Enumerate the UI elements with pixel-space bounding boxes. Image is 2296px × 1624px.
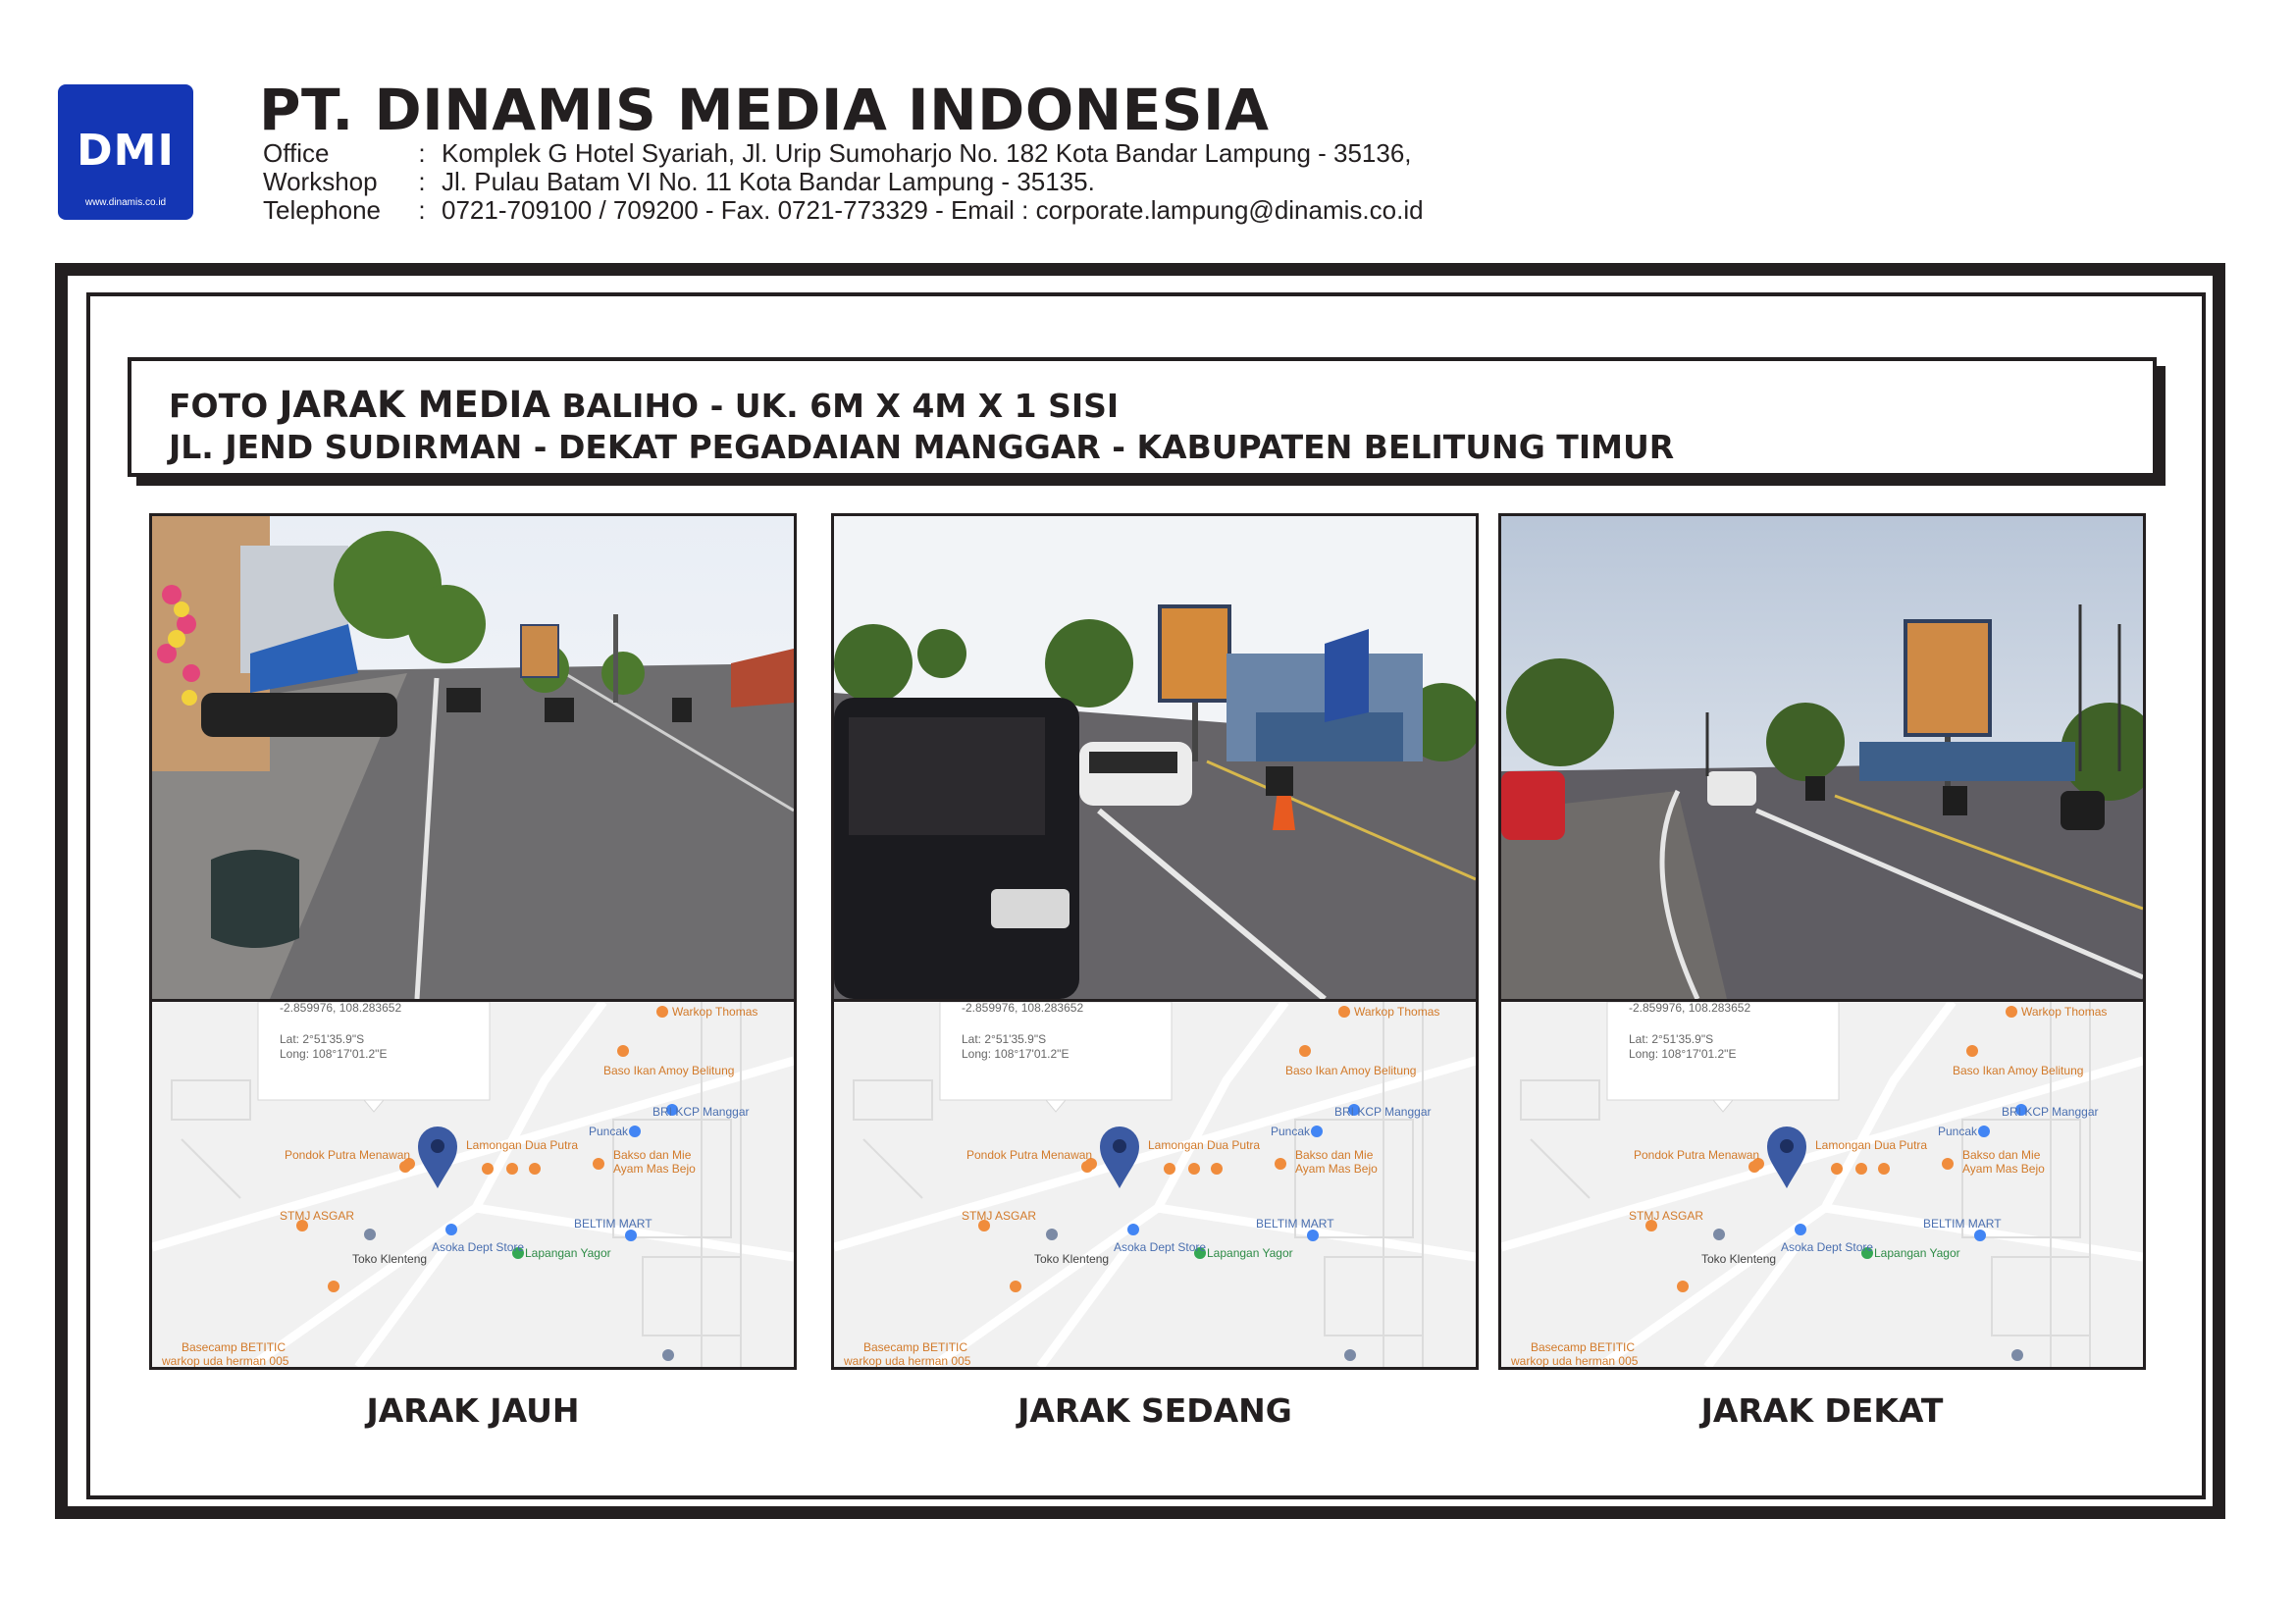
contact-office	[263, 138, 1412, 168]
map-label: Puncak	[1271, 1125, 1311, 1138]
contact-label: Workshop	[263, 167, 378, 196]
contact-value: Komplek G Hotel Syariah, Jl. Urip Sumoharjo No. 182 Kota Bandar Lampung - 35136,	[442, 138, 1412, 168]
map-label: Asoka Dept Store	[432, 1240, 525, 1254]
map-label: warkop uda herman 005	[844, 1354, 971, 1367]
map-label: Baso Ikan Amoy Belitung	[603, 1064, 735, 1077]
contact-workshop	[263, 167, 1095, 196]
contact-label: Office	[263, 138, 330, 168]
map-label: Lapangan Yagor	[1207, 1246, 1293, 1260]
map-label: Pondok Putra Menawan	[285, 1148, 411, 1162]
contact-separator: :	[418, 138, 426, 168]
map-label: Asoka Dept Store	[1114, 1240, 1207, 1254]
map-label: Toko Klenteng	[352, 1252, 428, 1266]
map-long: Long: 108°17'01.2"E	[1629, 1047, 1737, 1061]
map-label: BELTIM MART	[574, 1217, 652, 1231]
title-suffix: BALIHO - UK. 6M X 4M X 1 SISI	[549, 387, 1120, 425]
map-lat: Lat: 2°51'35.9"S	[1629, 1032, 1714, 1046]
company-name: PT. DINAMIS MEDIA INDONESIA	[259, 77, 1270, 143]
map-long: Long: 108°17'01.2"E	[962, 1047, 1070, 1061]
map-label: Lapangan Yagor	[1874, 1246, 1960, 1260]
map-label: BRI KCP Manggar	[2002, 1105, 2099, 1119]
map-label: Bakso dan Mie	[613, 1148, 692, 1162]
photo-near	[1501, 516, 2143, 1002]
map-lat: Lat: 2°51'35.9"S	[280, 1032, 365, 1046]
map-label: Lamongan Dua Putra	[466, 1138, 579, 1152]
map-label: Basecamp BETITIC	[182, 1340, 287, 1354]
company-logo	[58, 84, 193, 220]
map-label: Warkop Thomas	[2021, 1005, 2108, 1019]
title-line-2: JL. JEND SUDIRMAN - DEKAT PEGADAIAN MANGGAR - KABUPATEN BELITUNG TIMUR	[169, 428, 1675, 466]
map-label: Baso Ikan Amoy Belitung	[1953, 1064, 2084, 1077]
title-prefix: FOTO	[169, 387, 280, 425]
map-label: BRI KCP Manggar	[1334, 1105, 1432, 1119]
title-emphasis: JARAK MEDIA	[279, 384, 550, 426]
map-far	[152, 1002, 794, 1367]
logo-text: DMI	[77, 126, 175, 176]
map-label: Baso Ikan Amoy Belitung	[1285, 1064, 1417, 1077]
map-label: Toko Klenteng	[1034, 1252, 1110, 1266]
title-line-1	[169, 385, 2153, 427]
map-label: Ayam Mas Bejo	[1962, 1162, 2045, 1176]
map-near	[1501, 1002, 2143, 1367]
contact-label: Telephone	[263, 195, 381, 225]
map-lat: Lat: 2°51'35.9"S	[962, 1032, 1047, 1046]
map-long: Long: 108°17'01.2"E	[280, 1047, 388, 1061]
map-label: warkop uda herman 005	[1511, 1354, 1639, 1367]
map-label: Pondok Putra Menawan	[966, 1148, 1093, 1162]
map-label: Basecamp BETITIC	[863, 1340, 968, 1354]
map-coords: -2.859976, 108.283652	[1629, 1002, 1751, 1015]
map-label: Bakso dan Mie	[1962, 1148, 2041, 1162]
map-label: Lamongan Dua Putra	[1815, 1138, 1928, 1152]
map-medium	[834, 1002, 1476, 1367]
panel-medium	[831, 513, 1479, 1370]
map-label: BRI KCP Manggar	[652, 1105, 750, 1119]
map-label: Asoka Dept Store	[1781, 1240, 1874, 1254]
map-label: BELTIM MART	[1923, 1217, 2002, 1231]
contact-separator: :	[418, 167, 426, 196]
map-label: BELTIM MART	[1256, 1217, 1334, 1231]
map-label: STMJ ASGAR	[1629, 1209, 1704, 1223]
contact-value: Jl. Pulau Batam VI No. 11 Kota Bandar Lampung - 35135.	[442, 167, 1095, 196]
caption-near: JARAK DEKAT	[1700, 1391, 1944, 1430]
map-label: Lapangan Yagor	[525, 1246, 611, 1260]
map-label: STMJ ASGAR	[962, 1209, 1037, 1223]
photo-medium	[834, 516, 1476, 1002]
map-label: STMJ ASGAR	[280, 1209, 355, 1223]
map-label: Bakso dan Mie	[1295, 1148, 1374, 1162]
map-label: warkop uda herman 005	[162, 1354, 289, 1367]
panel-far	[149, 513, 797, 1370]
map-label: Puncak	[1938, 1125, 1978, 1138]
map-label: Lamongan Dua Putra	[1148, 1138, 1261, 1152]
contact-separator: :	[418, 195, 426, 225]
map-coords: -2.859976, 108.283652	[962, 1002, 1084, 1015]
map-label: Warkop Thomas	[672, 1005, 758, 1019]
contact-value: 0721-709100 / 709200 - Fax. 0721-773329 - Email : corporate.lampung@dinamis.co.id	[442, 195, 1424, 225]
contact-telephone	[263, 195, 1424, 225]
caption-far: JARAK JAUH	[366, 1391, 580, 1430]
panel-near	[1498, 513, 2146, 1370]
logo-url: www.dinamis.co.id	[84, 197, 167, 208]
photo-far	[152, 516, 794, 1002]
map-label: Basecamp BETITIC	[1531, 1340, 1636, 1354]
map-coords: -2.859976, 108.283652	[280, 1002, 402, 1015]
map-label: Warkop Thomas	[1354, 1005, 1440, 1019]
map-label: Toko Klenteng	[1701, 1252, 1777, 1266]
title-box	[128, 357, 2157, 477]
map-label: Puncak	[589, 1125, 629, 1138]
caption-medium: JARAK SEDANG	[1018, 1391, 1292, 1430]
map-label: Ayam Mas Bejo	[1295, 1162, 1378, 1176]
map-label: Pondok Putra Menawan	[1634, 1148, 1760, 1162]
map-label: Ayam Mas Bejo	[613, 1162, 696, 1176]
